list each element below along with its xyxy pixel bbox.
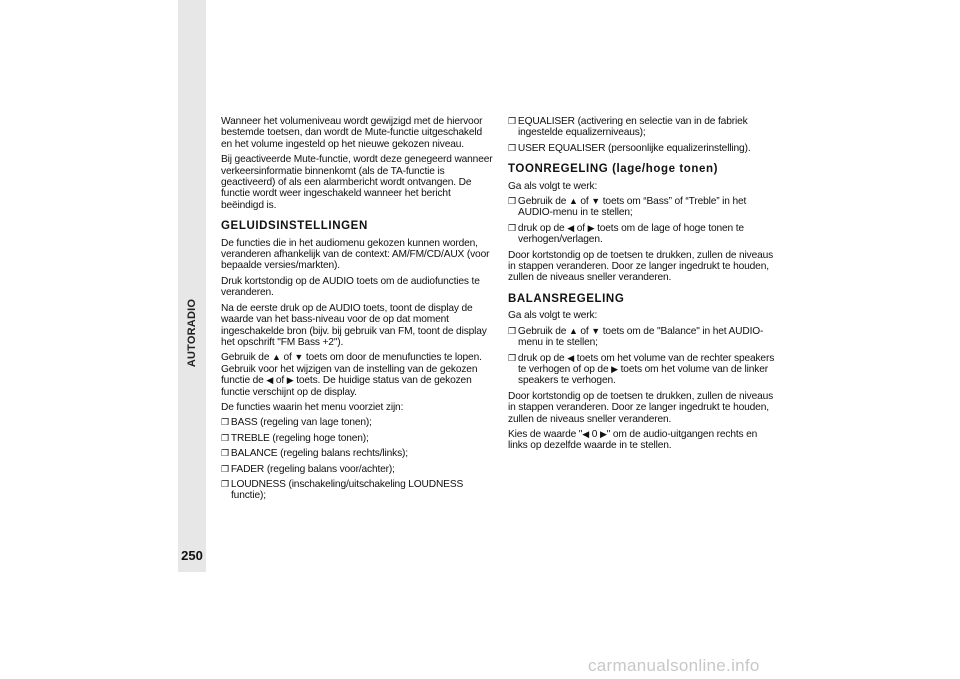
paragraph: Bij geactiveerde Mute-functie, wordt deze genegeerd wanneer verkeersinformatie binnenkomt (als de TA-functie is geactiveerd) of als een alarmbericht wordt ontvangen. De functie wordt weer ingeschakeld wanneer het bericht beëindigd is. [221,154,493,211]
up-arrow-icon: ▲ [568,196,578,207]
paragraph: Door kortstondig op de toetsen te drukken, zullen de niveaus in stappen veranderen. Door ze langer ingedrukt te houden, zullen de niveaus sneller veranderen. [508,249,774,284]
down-arrow-icon: ▼ [294,352,304,363]
left-column [221,116,493,506]
paragraph: Door kortstondig op de toetsen te drukken, zullen de niveaus in stappen veranderen. Door ze langer ingedrukt te houden, zullen de niveaus sneller veranderen. [508,390,774,425]
list-item: ❒ druk op de ◀ of ▶ toets om de lage of hoge tonen te verhogen/verlagen. [508,222,744,246]
section-heading-balansregeling: BALANSREGELING [508,292,625,305]
list-item: ❒ druk op de ◀ toets om het volume van de rechter speakers te verhogen of op de ▶ toets om het volume van de linker speakers te verhogen. [508,352,775,387]
paragraph: Na de eerste druk op de AUDIO toets, toont de display de waarde van het bass-niveau voor de op dat moment ingeschakelde bron (bijv. bij gebruik van FM, toont de display het opschrift "FM Bass +2"). [221,302,487,348]
paragraph: Wanneer het volumeniveau wordt gewijzigd met de hiervoor bestemde toetsen, dan wordt de Mute-functie uitgeschakeld en het volume ingesteld op het nieuwe gekozen niveau. [221,116,483,150]
checkbox-bullet-icon: ❒ [508,352,516,363]
paragraph: Ga als volgt te werk: [508,180,598,192]
section-heading-toonregeling: TOONREGELING (lage/hoge tonen) [508,163,719,176]
paragraph: Gebruik de ▲ of ▼ toets om door de menufuncties te lopen. Gebruik voor het wijzigen van de instelling van de gekozen functie de ◀ of ▶ toets. De huidige status van de gekozen functie verschijnt op de display. [221,352,482,398]
checkbox-bullet-icon: ❒ [508,196,516,207]
checkbox-bullet-icon: ❒ [221,417,229,428]
list-item: ❒ FADER (regeling balans voor/achter); [221,463,395,475]
sidebar-section-label: AUTORADIO [186,298,198,368]
left-arrow-icon: ◀ [266,375,274,386]
paragraph: De functies waarin het menu voorziet zijn: [221,401,404,413]
list-item: ❒ EQUALISER (activering en selectie van in de fabriek ingestelde equalizerniveaus); [508,116,748,139]
list-item: ❒ Gebruik de ▲ of ▼ toets om “Bass” of “Treble” in het AUDIO-menu in te stellen; [508,196,747,219]
checkbox-bullet-icon: ❒ [221,463,229,474]
down-arrow-icon: ▼ [591,196,601,207]
checkbox-bullet-icon: ❒ [508,222,516,233]
right-arrow-icon: ▶ [587,222,595,233]
page-number: 250 [181,548,203,563]
list-item: ❒ TREBLE (regeling hoge tonen); [221,432,369,444]
paragraph: De functies die in het audiomenu gekozen kunnen worden, veranderen afhankelijk van de context: AM/FM/CD/AUX (voor bepaalde versies/markten). [221,237,490,272]
checkbox-bullet-icon: ❒ [508,325,516,336]
checkbox-bullet-icon: ❒ [221,448,229,459]
right-arrow-icon: ▶ [599,428,607,439]
left-arrow-icon: ◀ [582,428,590,439]
list-item: ❒ Gebruik de ▲ of ▼ toets om de "Balance" in het AUDIO-menu in te stellen; [508,325,764,349]
section-heading-geluidsinstellingen: GELUIDSINSTELLINGEN [221,220,368,233]
list-item: ❒ BALANCE (regeling balans rechts/links); [221,448,408,460]
up-arrow-icon: ▲ [568,325,578,336]
down-arrow-icon: ▼ [591,325,601,336]
paragraph: Ga als volgt te werk: [508,310,598,322]
paragraph: Druk kortstondig op de AUDIO toets om de audiofuncties te veranderen. [221,275,480,299]
checkbox-bullet-icon: ❒ [508,142,516,153]
checkbox-bullet-icon: ❒ [221,478,229,489]
list-item: ❒ BASS (regeling van lage tonen); [221,417,372,429]
list-item: ❒ LOUDNESS (inschakeling/uitschakeling LOUDNESS functie); [221,478,464,502]
paragraph: Kies de waarde "◀ 0 ▶" om de audio-uitgangen rechts en links op dezelfde waarde in te stellen. [508,428,758,452]
left-arrow-icon: ◀ [567,222,575,233]
sidebar-band [178,0,206,572]
right-column [508,116,776,456]
right-arrow-icon: ▶ [611,363,618,374]
list-item: ❒ USER EQUALISER (persoonlijke equalizerinstelling). [508,142,751,154]
checkbox-bullet-icon: ❒ [508,116,516,126]
left-arrow-icon: ◀ [567,352,575,363]
watermark-text: carmanualsonline.info [588,656,760,675]
up-arrow-icon: ▲ [272,352,281,363]
checkbox-bullet-icon: ❒ [221,432,229,443]
right-arrow-icon: ▶ [286,375,294,386]
